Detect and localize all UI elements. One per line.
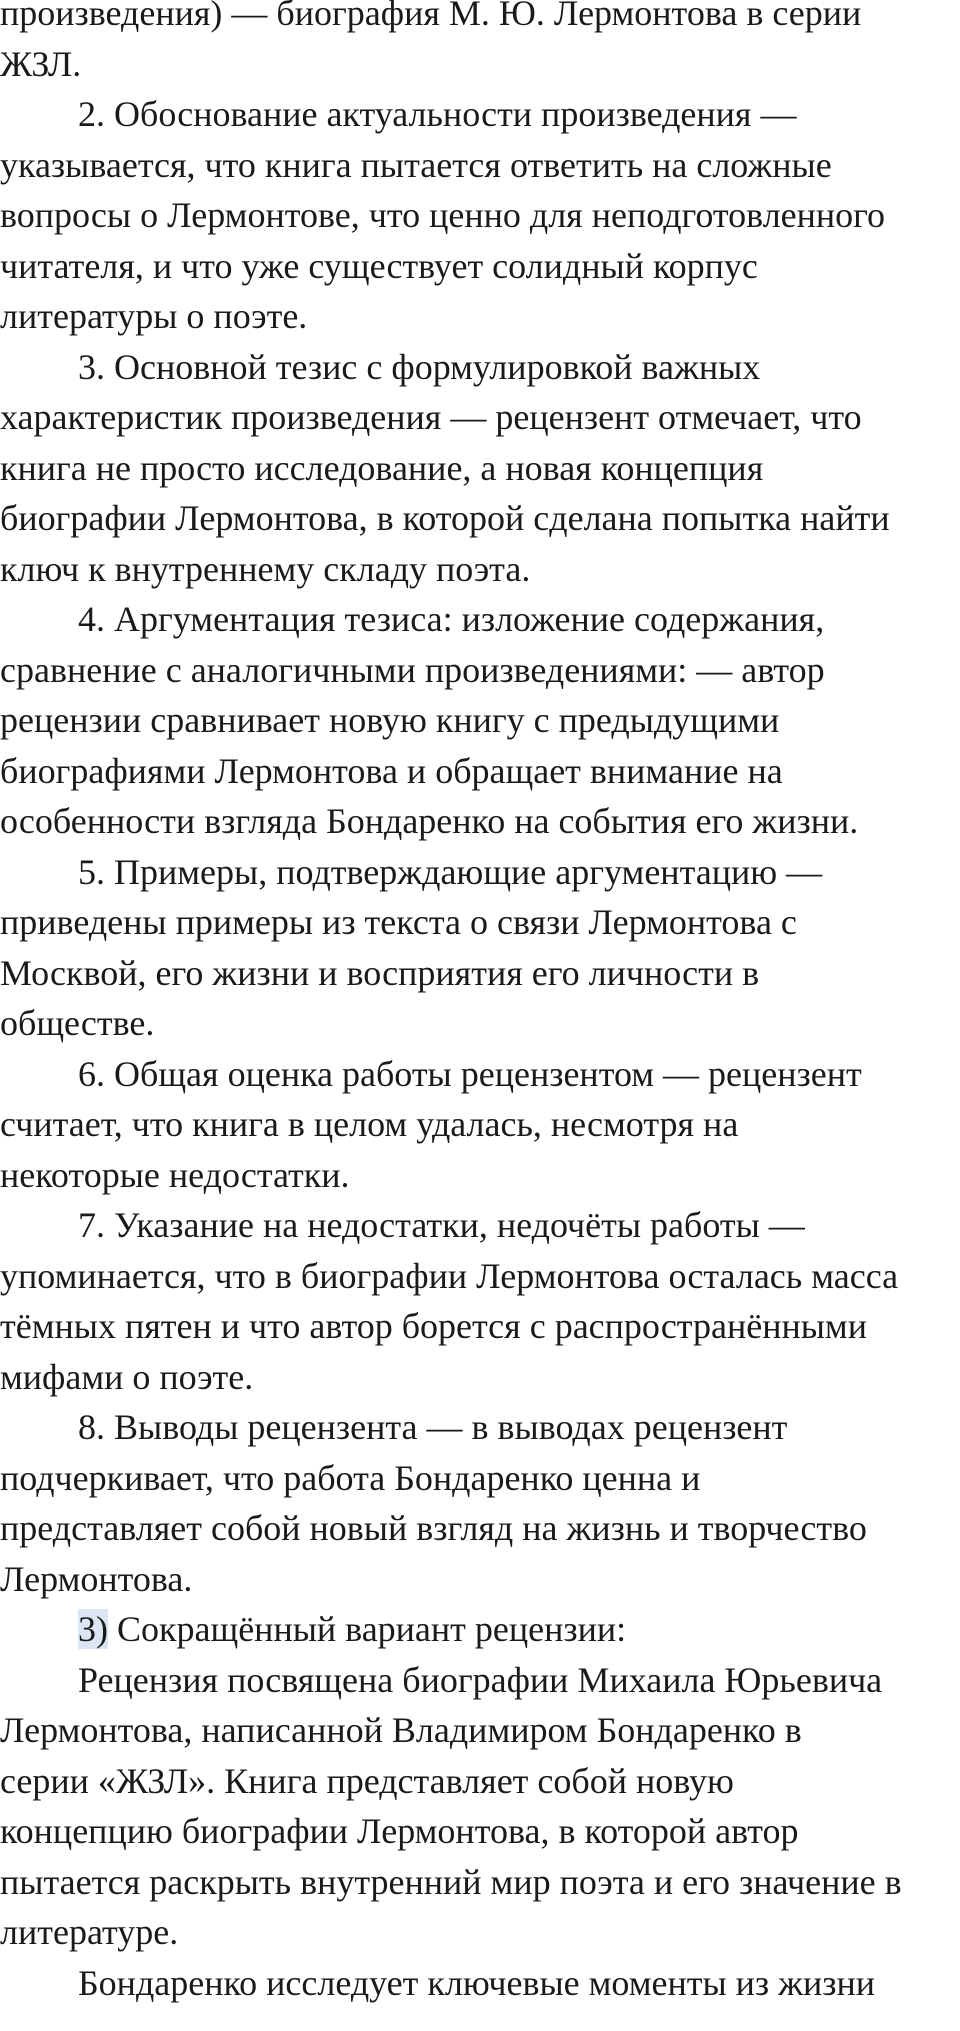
text-line: 5. Примеры, подтверждающие аргументацию — xyxy=(78,851,823,892)
section-heading-3 xyxy=(0,1604,960,1655)
text-line: пытается раскрыть внутренний мир поэта и его значение в xyxy=(0,1861,902,1902)
text-line: литературе. xyxy=(0,1912,179,1952)
text-line: 8. Выводы рецензента — в выводах рецензент xyxy=(78,1407,788,1447)
selected-text-marker[interactable]: 3) xyxy=(78,1609,108,1649)
text-line: некоторые недостатки. xyxy=(0,1154,350,1195)
text-line: вопросы о Лермонтове, что ценно для неподготовленного xyxy=(0,195,886,235)
text-line: 6. Общая оценка работы рецензентом — рецензент xyxy=(78,1053,862,1094)
paragraph-item-8 xyxy=(0,1402,960,1604)
paragraph-item-4 xyxy=(0,594,960,847)
text-line: обществе. xyxy=(0,1003,155,1043)
text-line: Рецензия посвящена биографии Михаила Юрьевича xyxy=(78,1659,883,1700)
text-line: серии «ЖЗЛ». Книга представляет собой новую xyxy=(0,1760,734,1801)
text-line: приведены примеры из текста о связи Лермонтова с xyxy=(0,902,797,942)
text-line: мифами о поэте. xyxy=(0,1356,254,1397)
text-line: упоминается, что в биографии Лермонтова осталась масса xyxy=(0,1255,899,1296)
text-line: считает, что книга в целом удалась, несмотря на xyxy=(0,1104,739,1144)
text-line: тёмных пятен и что автор борется с распространёнными xyxy=(0,1306,867,1346)
text-line: 7. Указание на недостатки, недочёты работы — xyxy=(78,1205,805,1245)
text-line: произведения) — биография М. Ю. Лермонтова в серии xyxy=(0,0,862,33)
text-line: 3. Основной тезис с формулировкой важных xyxy=(78,346,761,387)
text-line: 2. Обоснование актуальности произведения — xyxy=(78,94,797,134)
text-line: Москвой, его жизни и восприятия его личности в xyxy=(0,952,760,993)
text-line: сравнение с аналогичными произведениями: — автор xyxy=(0,649,825,690)
text-line: Бондаренко исследует ключевые моменты из жизни xyxy=(78,1962,876,2003)
text-line: биографиями Лермонтова и обращает внимание на xyxy=(0,750,783,791)
paragraph-item-7 xyxy=(0,1200,960,1402)
text-line: литературы о поэте. xyxy=(0,296,308,336)
text-line: биографии Лермонтова, в которой сделана попытка найти xyxy=(0,498,890,538)
text-line: читателя, и что уже существует солидный корпус xyxy=(0,245,758,286)
text-line: концепцию биографии Лермонтова, в которой автор xyxy=(0,1811,799,1851)
text-line xyxy=(0,1604,960,1655)
text-line: Лермонтова, написанной Владимиром Бондаренко в xyxy=(0,1710,802,1750)
text-line: рецензии сравнивает новую книгу с предыдущими xyxy=(0,700,780,740)
text-line: характеристик произведения — рецензент отмечает, что xyxy=(0,397,862,437)
paragraph-item-2 xyxy=(0,89,960,342)
text-line: Лермонтова. xyxy=(0,1558,193,1599)
paragraph-intro-tail xyxy=(0,0,960,89)
paragraph-summary xyxy=(0,1655,960,1958)
text-line: указывается, что книга пытается ответить на сложные xyxy=(0,144,832,185)
section-heading-text: Сокращённый вариант рецензии: xyxy=(108,1609,627,1649)
text-line: 4. Аргументация тезиса: изложение содержания, xyxy=(78,599,825,639)
text-line: ключ к внутреннему складу поэта. xyxy=(0,548,531,589)
text-line: представляет собой новый взгляд на жизнь и творчество xyxy=(0,1508,867,1548)
paragraph-item-3 xyxy=(0,342,960,595)
paragraph-summary-continued xyxy=(0,1958,960,2009)
text-line: особенности взгляда Бондаренко на события его жизни. xyxy=(0,801,859,841)
paragraph-item-6 xyxy=(0,1049,960,1201)
text-line: ЖЗЛ. xyxy=(0,43,82,84)
paragraph-item-5 xyxy=(0,847,960,1049)
text-line: подчеркивает, что работа Бондаренко ценна и xyxy=(0,1457,701,1498)
text-line: книга не просто исследование, а новая концепция xyxy=(0,447,764,488)
